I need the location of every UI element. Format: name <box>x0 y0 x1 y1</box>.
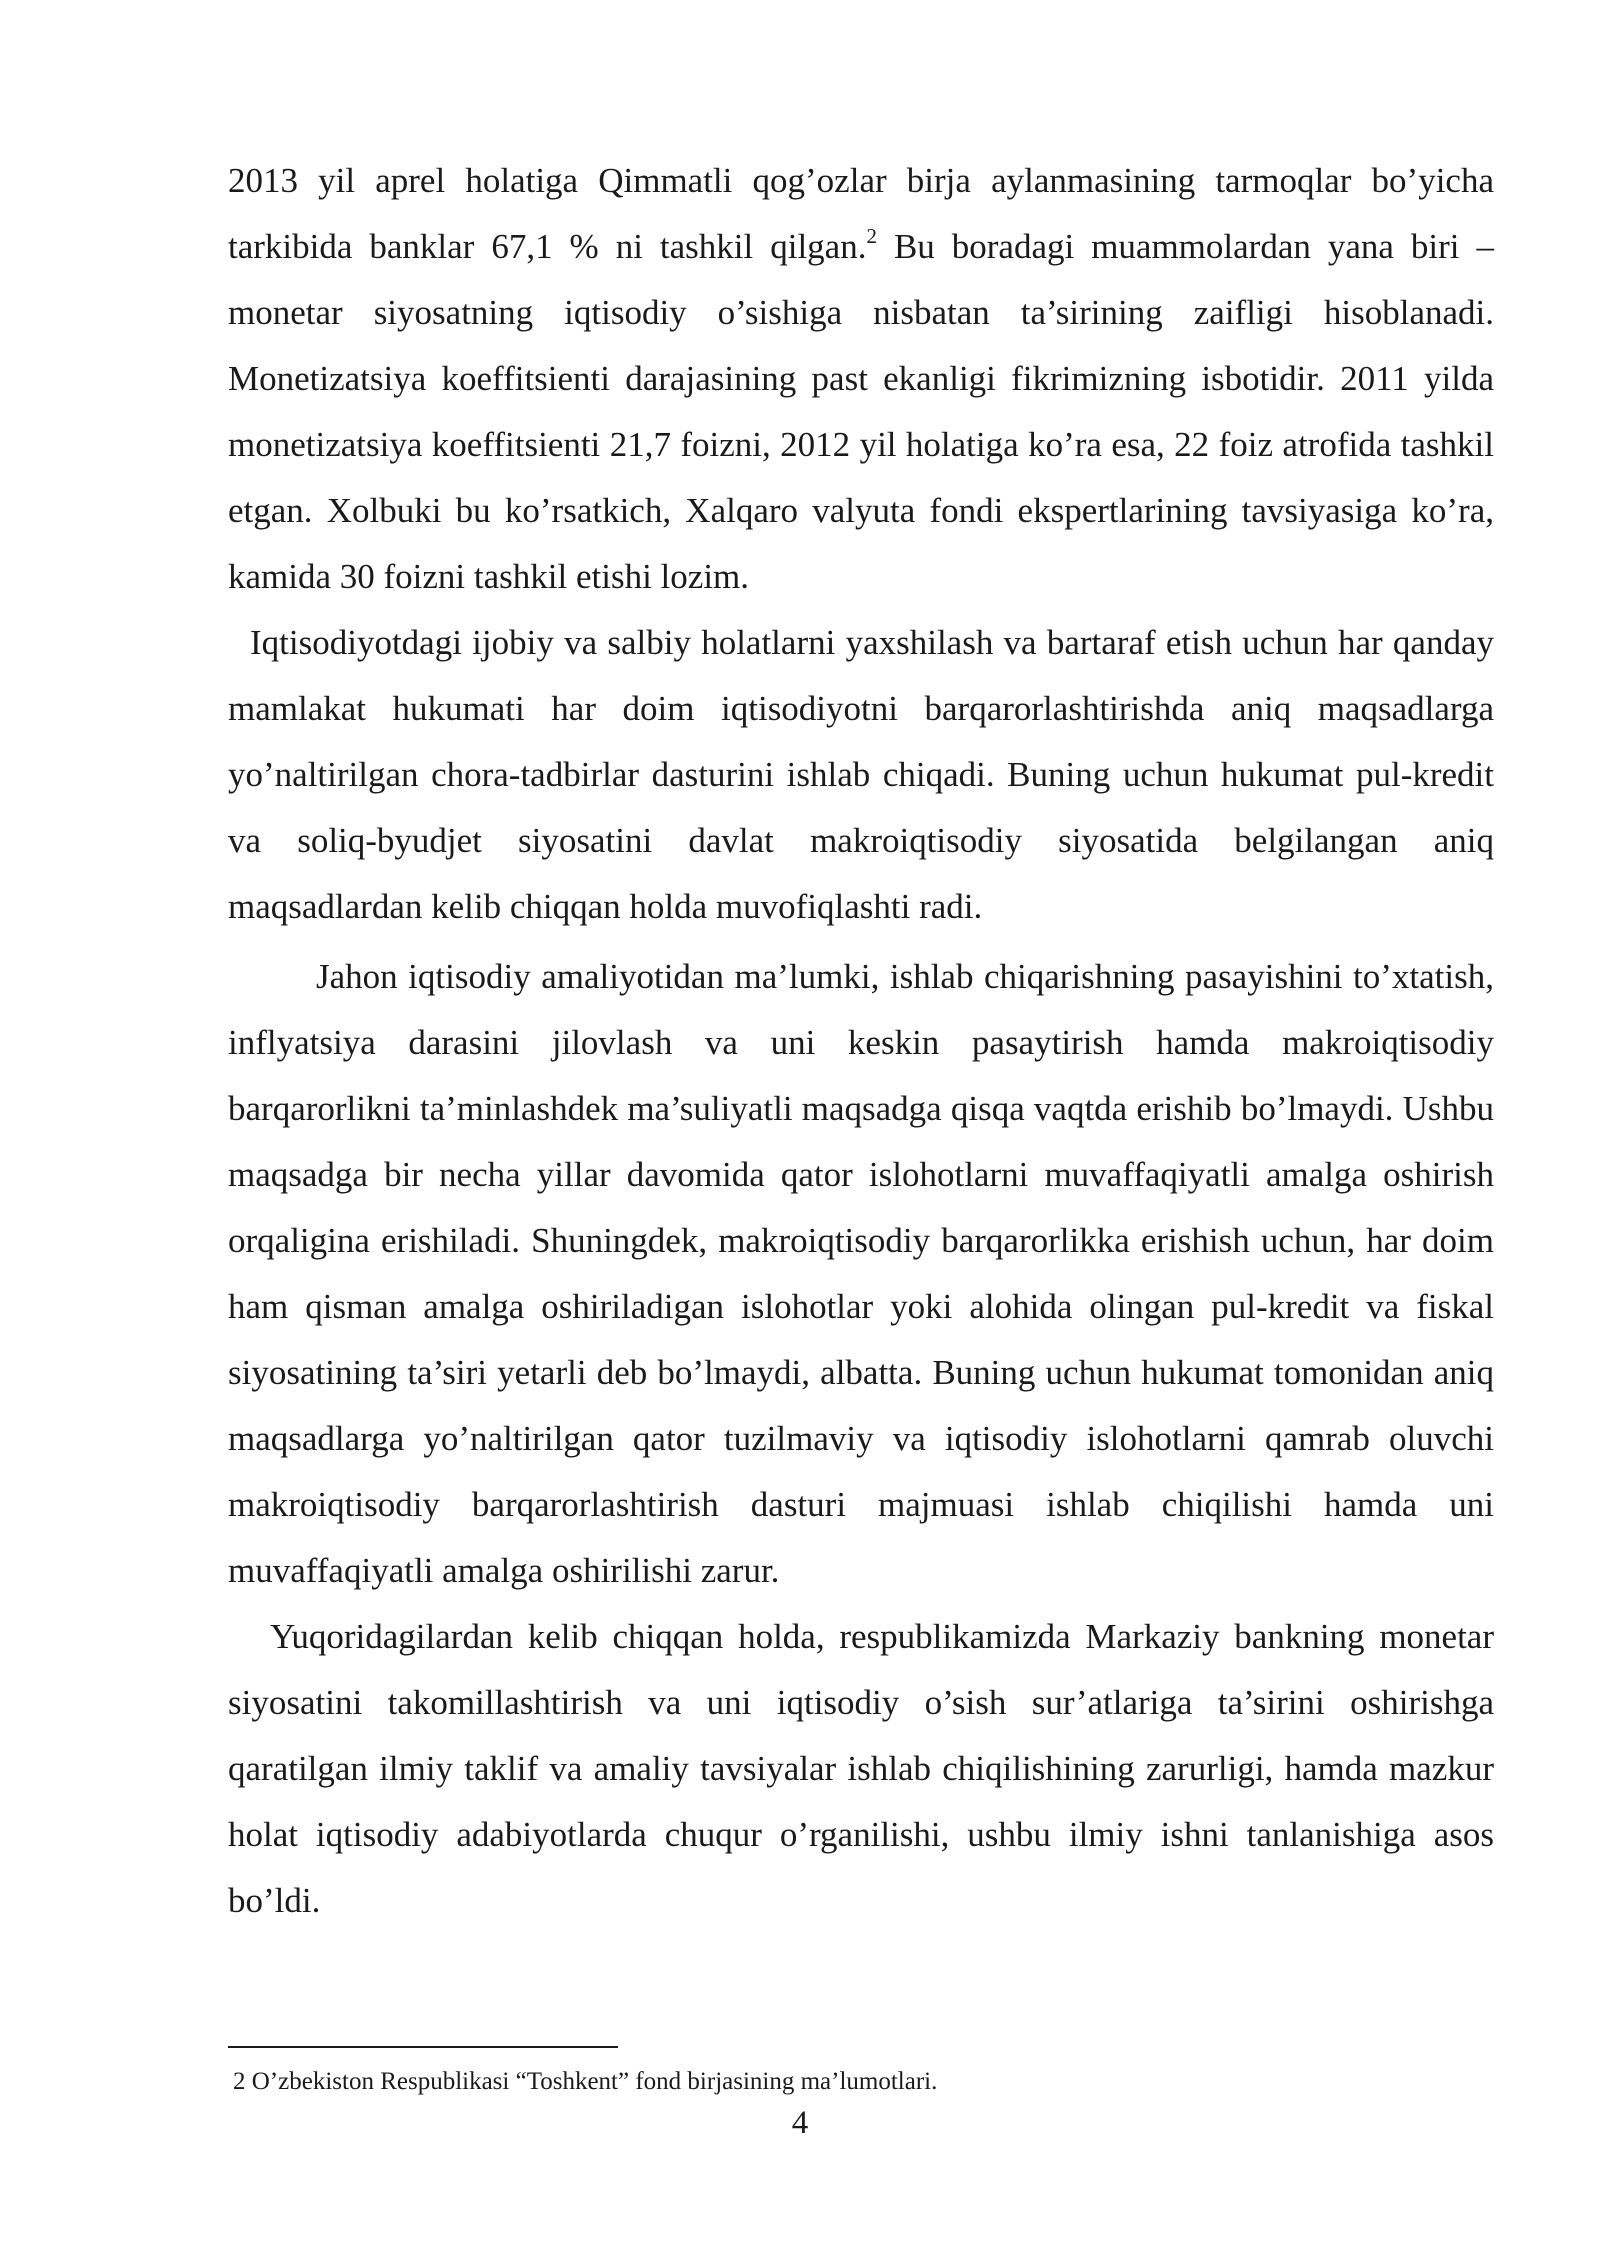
body-text <box>228 148 1494 1934</box>
paragraph-1-text-a: 2013 yil aprel holatiga Qimmatli qog’ozlar birja aylanmasining tarmoqlar bo’yicha tarkibida banklar 67,1 % ni tashkil qilgan. <box>228 161 1494 266</box>
footnote-separator <box>228 2046 618 2048</box>
paragraph-1-text-b: Bu boradagi muammolardan yana biri – monetar siyosatning iqtisodiy o’sishiga nisbatan ta’sirining zaifligi hisoblanadi. Monetizatsiya koeffitsienti darajasining past ekanligi fikrimizning isbotidir. 2011 yilda monetizatsiya koeffitsienti 21,7 foizni, 2012 yil holatiga ko’ra esa, 22 foiz atrofida tashkil etgan. Xolbuki bu ko’rsatkich, Xalqaro valyuta fondi ekspertlarining tavsiyasiga ko’ra, kamida 30 foizni tashkil etishi lozim. <box>228 227 1494 596</box>
paragraph-3: Jahon iqtisodiy amaliyotidan ma’lumki, ishlab chiqarishning pasayishini to’xtatish, inflyatsiya darasini jilovlash va uni keskin pasaytirish hamda makroiqtisodiy barqarorlikni ta’minlashdek ma’suliyatli maqsadga qisqa vaqtda erishib bo’lmaydi. Ushbu maqsadga bir necha yillar davomida qator islohotlarni muvaffaqiyatli amalga oshirish orqaligina erishiladi. Shuningdek, makroiqtisodiy barqarorlikka erishish uchun, har doim ham qisman amalga oshiriladigan islohotlar yoki alohida olingan pul-kredit va fiskal siyosatining ta’siri yetarli deb bo’lmaydi, albatta. Buning uchun hukumat tomonidan aniq maqsadlarga yo’naltirilgan qator tuzilmaviy va iqtisodiy islohotlarni qamrab oluvchi makroiqtisodiy barqarorlashtirish dasturi majmuasi ishlab chiqilishi hamda uni muvaffaqiyatli amalga oshirilishi zarur. <box>228 957 1494 1590</box>
footnote-reference[interactable]: 2 <box>866 224 877 249</box>
paragraph-2: Iqtisodiyotdagi ijobiy va salbiy holatlarni yaxshilash va bartaraf etish uchun har qanday mamlakat hukumati har doim iqtisodiyotni barqarorlashtirishda aniq maqsadlarga yo’naltirilgan chora-tadbirlar dasturini ishlab chiqadi. Buning uchun hukumat pul-kredit va soliq-byudjet siyosatini davlat makroiqtisodiy siyosatida belgilangan aniq maqsadlardan kelib chiqqan holda muvofiqlashti radi. <box>228 623 1494 926</box>
footnote-text: O’zbekiston Respublikasi “Toshkent” fond birjasining ma’lumotlari. <box>251 2068 938 2095</box>
footnote-number: 2 <box>233 2068 246 2095</box>
paragraph-4: Yuqoridagilardan kelib chiqqan holda, respublikamizda Markaziy bankning monetar siyosatini takomillashtirish va uni iqtisodiy o’sish sur’atlariga ta’sirini oshirishga qaratilgan ilmiy taklif va amaliy tavsiyalar ishlab chiqilishining zarurligi, hamda mazkur holat iqtisodiy adabiyotlarda chuqur o’rganilishi, ushbu ilmiy ishni tanlanishiga asos bo’ldi. <box>228 1617 1494 1920</box>
paragraph-1 <box>228 148 1494 610</box>
footnote <box>233 2066 937 2098</box>
page-number: 4 <box>791 2105 809 2141</box>
